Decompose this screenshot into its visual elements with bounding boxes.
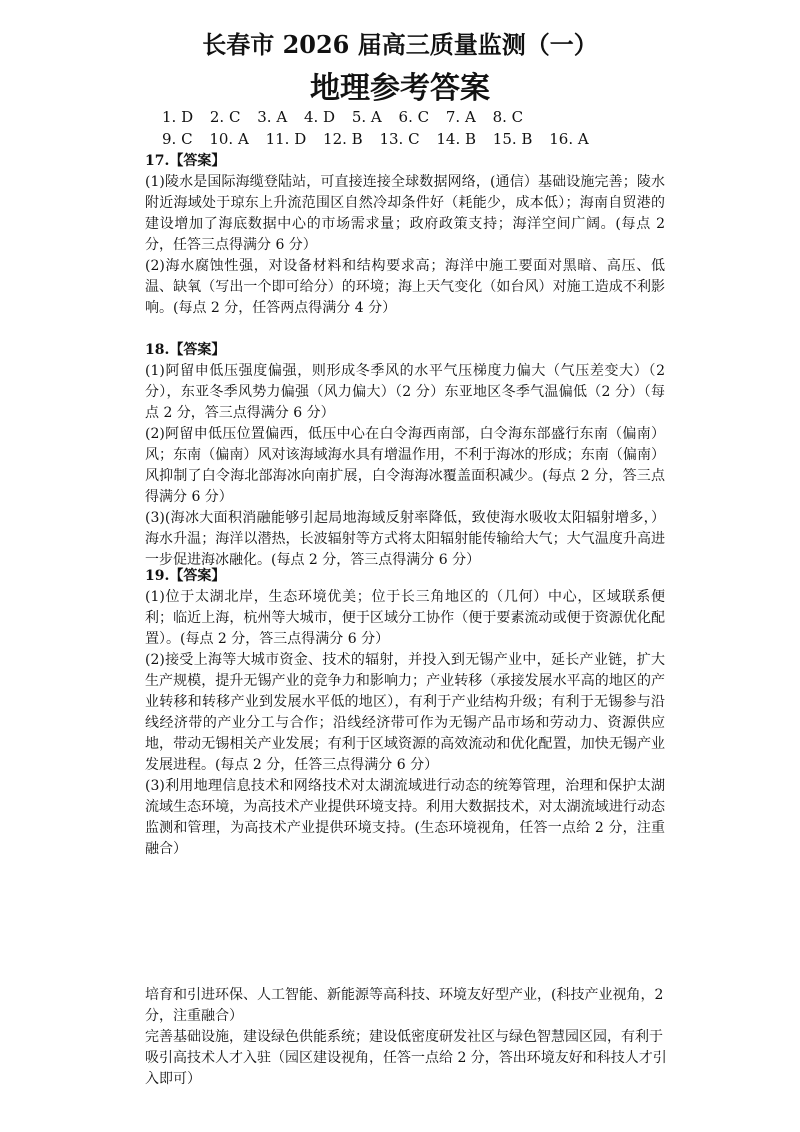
question-17-part-2: (2)海水腐蚀性强，对设备材料和结构要求高；海洋中施工要面对黑暗、高压、低温、缺氧（写出一个即可给分）的环境；海上天气变化（如台风）对施工造成不利影响。(每点 2 分，任答两点得满分 4 分） bbox=[145, 258, 665, 316]
question-19-answer bbox=[145, 566, 665, 860]
question-18-part-1: (1)阿留申低压强度偏强，则形成冬季风的水平气压梯度力偏大（气压差变大）（2 分），东亚冬季风势力偏强（风力偏大）（2 分）东亚地区冬季气温偏低（2 分）（每点 2 分，答三点得满分 6 分） bbox=[145, 363, 665, 421]
choice-answer: 2. C bbox=[209, 108, 241, 126]
question-18-part-2: (2)阿留申低压位置偏西，低压中心在白令海西南部，白令海东部盛行东南（偏南）风；东南（偏南）风对该海域海水具有增温作用，不利于海冰的形成；东南（偏南）风抑制了白令海北部海冰向南扩展，白令海海冰覆盖面积减少。(每点 2 分，答三点得满分 6 分） bbox=[145, 426, 665, 505]
choice-answers-row-2 bbox=[162, 128, 601, 150]
extra-point-1: 培育和引进环保、人工智能、新能源等高科技、环境友好型产业，(科技产业视角，2 分，注重融合） bbox=[145, 987, 664, 1024]
choice-answer: 9. C bbox=[162, 130, 193, 148]
additional-answer-points bbox=[145, 985, 675, 1090]
choice-answer: 5. A bbox=[351, 108, 382, 126]
question-19-part-3: (3)利用地理信息技术和网络技术对太湖流域进行动态的统筹管理，治理和保护太湖流域生态环境，为高技术产业提供环境支持。利用大数据技术，对太湖流域进行动态监测和管理，为高技术产业提供环境支持。(生态环境视角，任答一点给 2 分，注重融合） bbox=[145, 778, 665, 857]
choice-answer: 11. D bbox=[265, 130, 307, 148]
choice-answer: 6. C bbox=[398, 108, 430, 126]
question-18-part-3: (3)(海冰大面积消融能够引起局地海域反射率降低，致使海水吸收太阳辐射增多，）海水升温；海洋以潜热，长波辐射等方式将太阳辐射能传输给大气；大气温度升高进一步促进海冰融化。(每点 2 分，答三点得满分 6 分） bbox=[145, 510, 665, 568]
question-19-part-1: (1)位于太湖北岸，生态环境优美；位于长三角地区的（几何）中心，区域联系便利；临近上海，杭州等大城市，便于区域分工协作（便于要素流动或便于资源优化配置）。(每点 2 分，答三点得满分 6 分） bbox=[145, 589, 665, 647]
question-18-answer bbox=[145, 340, 665, 571]
question-17-answer bbox=[145, 151, 665, 319]
question-17-part-1: (1)陵水是国际海缆登陆站，可直接连接全球数据网络，(通信）基础设施完善；陵水附近海域处于琼东上升流范围区自然冷却条件好（耗能少，成本低）；海南自贸港的建设增加了海底数据中心的市场需求量；政府政策支持；海洋空间广阔。(每点 2 分，任答三点得满分 6 分） bbox=[145, 174, 665, 253]
choice-answer: 10. A bbox=[209, 130, 249, 148]
answer-key-title: 地理参考答案 bbox=[310, 71, 490, 106]
question-17-heading: 17.【答案】 bbox=[145, 153, 226, 169]
choice-answer: 16. A bbox=[549, 130, 589, 148]
question-19-heading: 19.【答案】 bbox=[145, 568, 226, 584]
choice-answer: 13. C bbox=[379, 130, 420, 148]
choice-answer: 7. A bbox=[445, 108, 476, 126]
choice-answer: 4. D bbox=[303, 108, 336, 126]
choice-answer: 15. B bbox=[492, 130, 533, 148]
choice-answer: 14. B bbox=[436, 130, 477, 148]
choice-answer: 3. A bbox=[257, 108, 288, 126]
choice-answer: 12. B bbox=[323, 130, 363, 148]
choice-answers-row-1 bbox=[162, 106, 535, 128]
question-19-part-2: (2)接受上海等大城市资金、技术的辐射，并投入到无锡产业中，延长产业链，扩大生产规模，提升无锡产业的竞争力和影响力；产业转移（承接发展水平高的地区的产业转移和转移产业到发展水平低的地区），有利于产业结构升级；有利于无锡参与沿线经济带的产业分工与合作；沿线经济带可作为无锡产品市场和劳动力、资源供应地，带动无锡相关产业发展；有利于区域资源的高效流动和优化配置，加快无锡产业发展进程。(每点 2 分，任答三点得满分 6 分） bbox=[145, 652, 665, 773]
exam-title: 长春市 2026 届高三质量监测（一） bbox=[202, 30, 598, 59]
choice-answer: 1. D bbox=[162, 108, 194, 126]
choice-answer: 8. C bbox=[492, 108, 524, 126]
extra-point-2: 完善基础设施，建设绿色供能系统；建设低密度研发社区与绿色智慧园区园，有利于吸引高技术人才入驻（园区建设视角，任答一点给 2 分，答出环境友好和科技人才引入即可） bbox=[145, 1029, 667, 1087]
question-18-heading: 18.【答案】 bbox=[145, 342, 226, 358]
